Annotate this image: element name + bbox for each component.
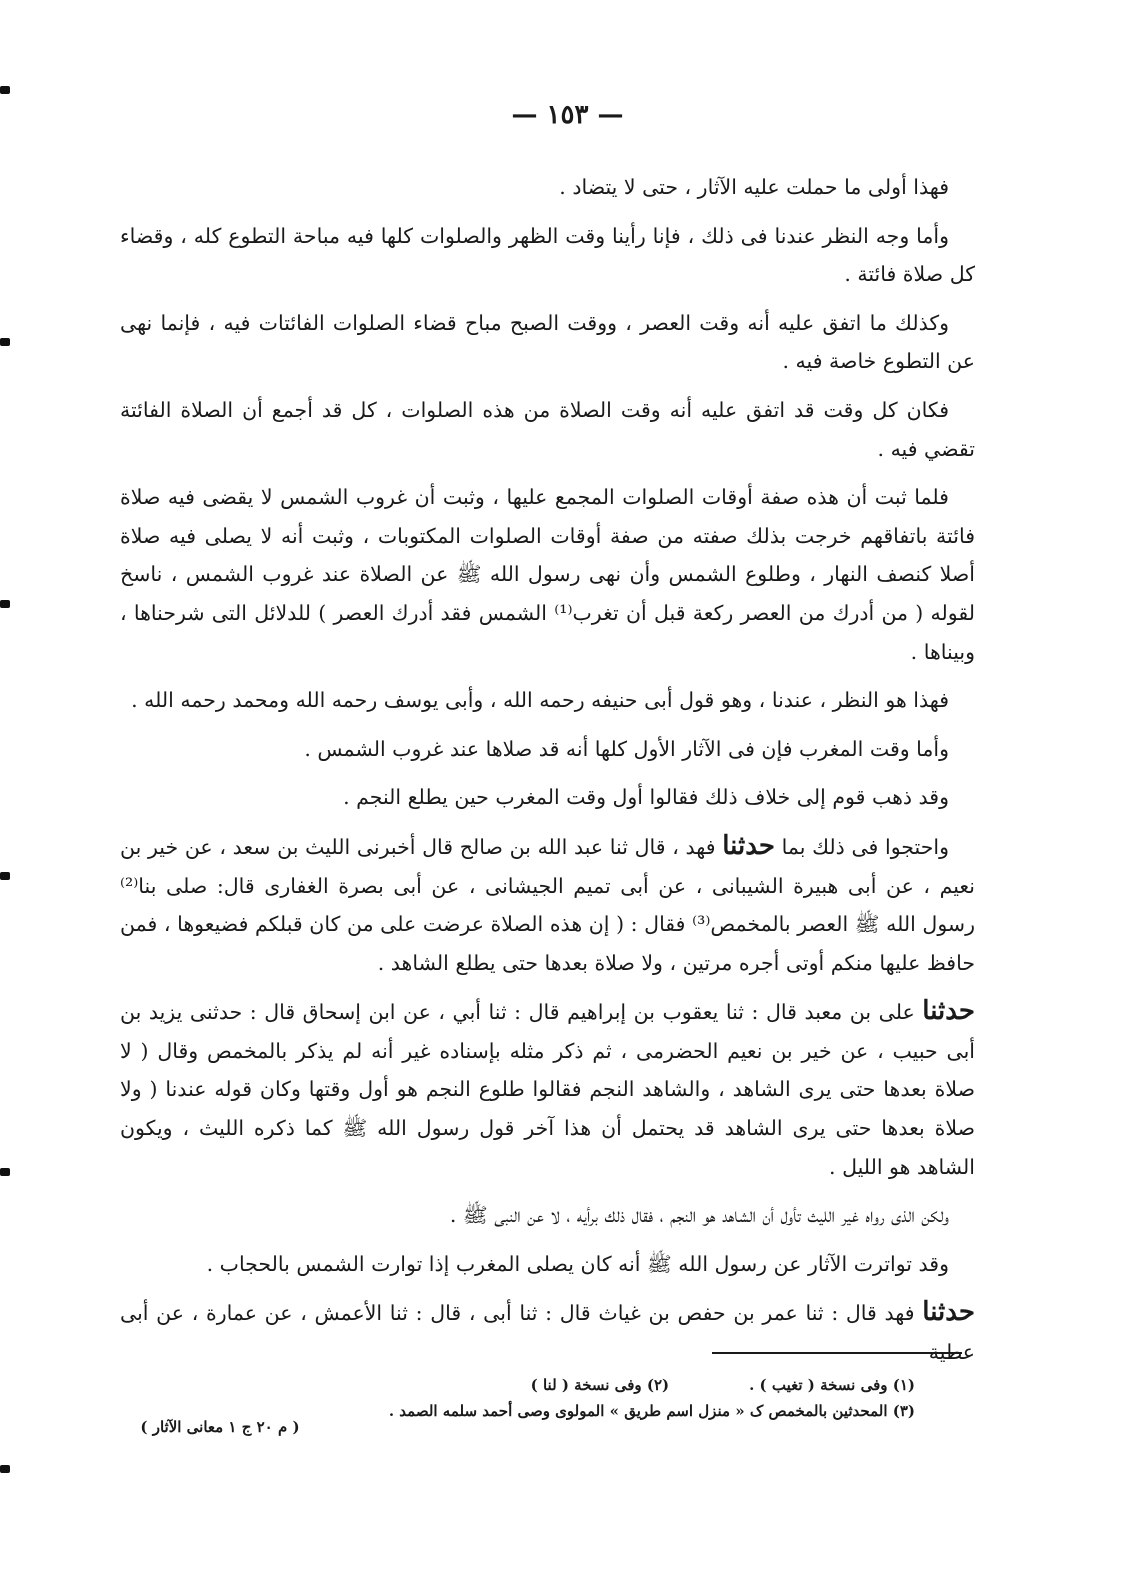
hadith-paragraph [120,992,975,1186]
paragraph: وأما وقت المغرب فإن فى الآثار الأول كلها أنه قد صلاها عند غروب الشمس . [304,736,949,761]
scan-edge-mark [0,1168,10,1176]
hadith-paragraph [120,827,975,982]
paragraph: وقد تواترت الآثار عن رسول الله ﷺ أنه كان يصلى المغرب إذا توارت الشمس بالحجاب . [206,1251,949,1276]
hadith-keyword: حدثنا [922,1297,975,1328]
scan-edge-mark [0,86,10,94]
hadith-text: على بن معبد قال : ثنا يعقوب بن إبراهيم قال : ثنا أبي ، عن ابن إسحاق قال : حدثنى يزيد بن أبى حبيب ، عن خير بن نعيم الحضرمى ، ثم ذكر مثله بإسناده غير أنه لم يذكر بالمخمص وقال ( لا صلاة بعدها حتى يرى الشاهد ، والشاهد النجم فقالوا طلوع النجم هو أول وقتها وكان قوله عندنا ( ولا صلاة بعدها حتى يرى الشاهد قد يحتمل أن هذا آخر قول رسول الله ﷺ كما ذكره الليث ، ويكون الشاهد هو الليل . [120,1000,975,1179]
hadith-text: فهد ، قال ثنا عبد الله بن صالح قال أخبرنى الليث بن سعد ، عن خير بن نعيم ، عن أبى هبيرة الشيبانى ، عن أبى تميم الجيشانى ، عن أبى بصرة الغفارى قال: صلى بنا⁽²⁾ رسول الله ﷺ العصر بالمخمص⁽³⁾ فقال : ( إن هذه الصلاة عرضت على من كان قبلكم فضيعوها ، فمن حافظ عليها منكم أوتى أجره مرتين ، ولا صلاة بعدها حتى يطلع الشاهد . [120,834,975,975]
paragraph: وأما وجه النظر عندنا فى ذلك ، فإنا رأينا وقت الظهر والصلوات كلها فيه مباحة التطوع كله ، وقضاء كل صلاة فائتة . [120,223,975,287]
scan-edge-mark [0,872,10,880]
paragraph: فلما ثبت أن هذه صفة أوقات الصلوات المجمع عليها ، وثبت أن غروب الشمس لا يقضى فيه صلاة فائتة باتفاقهم خرجت بذلك صفته من صفة أوقات الصلوات المكتوبات ، وثبت أنه لا يصلى فيه صلاة أصلا كنصف النهار ، وطلوع الشمس وأن نهى رسول الله ﷺ عن الصلاة عند غروب الشمس ، ناسخ لقوله ( من أدرك من العصر ركعة قبل أن تغرب⁽¹⁾ الشمس فقد أدرك العصر ) للدلائل التى شرحناها ، وبيناها . [120,485,975,664]
paragraph: فكان كل وقت قد اتفق عليه أنه وقت الصلاة من هذه الصلوات ، كل قد أجمع أن الصلاة الفائتة تقضي فيه . [120,397,975,461]
page-number: — ١٥٣ — [511,100,624,130]
footnote-1: (١) وفى نسخة ( تغيب ) . [749,1376,915,1394]
paragraph: فهذا أولى ما حملت عليه الآثار ، حتى لا يتضاد . [559,175,949,199]
footnote-3: (٣) المحدثين بالمخمص ک « منزل اسم طريق » المولوى وصى أحمد سلمه الصمد . [388,1402,915,1420]
paragraph: فهذا هو النظر ، عندنا ، وهو قول أبى حنيفه رحمه الله ، وأبى يوسف رحمه الله ومحمد رحمه الله . [131,688,949,713]
hadith-lead: واحتجوا فى ذلك بما [781,834,949,859]
hadith-paragraph [120,1293,975,1371]
paragraph: وقد ذهب قوم إلى خلاف ذلك فقالوا أول وقت المغرب حين يطلع النجم . [343,785,949,810]
scan-edge-mark [0,338,10,346]
scan-edge-mark [0,600,10,608]
hadith-keyword: حدثنا [922,996,975,1027]
hadith-keyword: حدثنا [722,830,775,861]
footnote-divider [712,1352,962,1354]
footnotes [335,1372,915,1424]
paragraph: ولكن الذى رواه غير الليث تأول أن الشاهد هو النجم ، فقال ذلك برأيه ، لا عن النبى ﷺ . [449,1203,949,1228]
hadith-text: فهد قال : ثنا عمر بن حفص بن غياث قال : ثنا أبى ، قال : ثنا الأعمش ، عن عمارة ، عن أبى عطية [120,1301,975,1365]
main-text [120,168,975,1382]
signature-mark: ( م ٢٠ ج ١ معانى الآثار ) [140,1418,300,1436]
footnote-2: (٢) وفى نسخة ( لنا ) [530,1376,670,1394]
paragraph: وكذلك ما اتفق عليه أنه وقت العصر ، ووقت الصبح مباح قضاء الصلوات الفائتات فيه ، فإنما نهى عن التطوع خاصة فيه . [120,310,975,374]
scan-edge-mark [0,1465,10,1473]
